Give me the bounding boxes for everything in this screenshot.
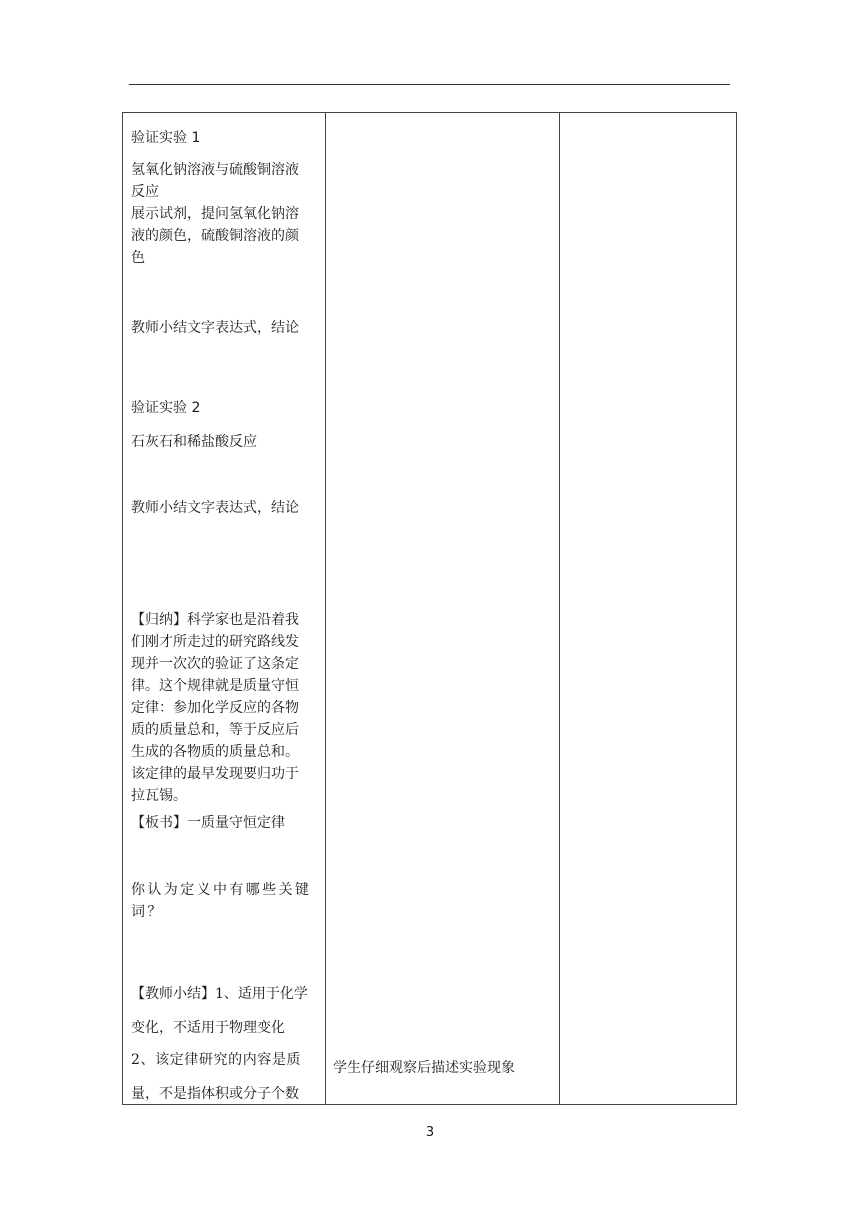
lesson-table: [122, 112, 737, 1105]
teacher-summary-line-4: 量，不是指体积或分子个数: [131, 1086, 299, 1102]
student-activity-text: 学生仔细观察后描述实验现象: [333, 1060, 515, 1076]
key-words-question: 你认为定义中有哪些关键 词？: [131, 882, 312, 920]
header-rule: [129, 84, 730, 85]
teacher-summary-line-2: 变化，不适用于物理变化: [131, 1020, 285, 1036]
experiment-1-title: 验证实验 1: [131, 130, 201, 146]
experiment-2-description: 石灰石和稀盐酸反应: [131, 434, 257, 450]
teacher-summary-line-1: 【教师小结】1、适用于化学: [131, 986, 308, 1002]
experiment-1-description: 氢氧化钠溶液与硫酸铜溶液 反应 展示试剂，提问氢氧化钠溶 液的颜色，硫酸铜溶液的颜 色: [131, 162, 299, 266]
column-divider-2: [559, 113, 560, 1104]
experiment-2-summary: 教师小结文字表达式，结论: [131, 500, 299, 516]
board-note: 【板书】一质量守恒定律: [131, 815, 285, 831]
experiment-2-title: 验证实验 2: [131, 400, 201, 416]
teacher-summary-line-3: 2、该定律研究的内容是质: [131, 1052, 302, 1068]
induction-paragraph: 【归纳】科学家也是沿着我 们刚才所走过的研究路线发 现并一次次的验证了这条定 律。这个规律就是质量守恒 定律：参加化学反应的各物 质的质量总和，等于反应后 生成的各物质的质量总和。 该定律的最早发现要归功于 拉瓦锡。: [131, 612, 299, 804]
experiment-1-summary: 教师小结文字表达式，结论: [131, 320, 299, 336]
column-divider-1: [325, 113, 326, 1104]
page-number: 3: [425, 1125, 435, 1140]
